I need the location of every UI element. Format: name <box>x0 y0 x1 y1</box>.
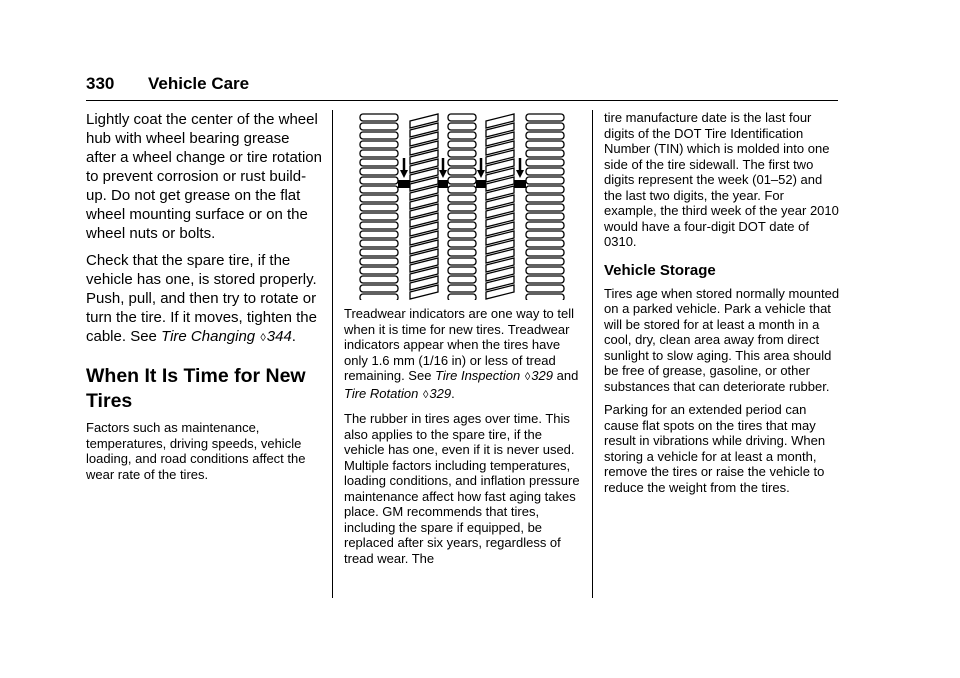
new-tires-heading: When It Is Time for New Tires <box>86 365 306 412</box>
page-ref-icon: ◊ <box>422 388 429 401</box>
tread-block <box>360 123 398 130</box>
page-ref-icon: ◊ <box>524 371 531 383</box>
tire-rotation-link[interactable] <box>344 386 451 401</box>
column-divider <box>592 110 593 598</box>
tread-block <box>448 258 476 265</box>
tread-block <box>526 258 564 265</box>
tread-block <box>448 141 476 148</box>
tread-block <box>448 249 476 256</box>
tread-block <box>360 285 398 292</box>
tread-block <box>448 222 476 229</box>
dot-date-paragraph: tire manufacture date is the last four digits of the DOT Tire Identification Number (TIN) which is molded into one side of the tire sidewall. The first two digits represent the week (01–52) and the last two digits, the year. For example, the third week of the year 2010 would have a four-digit DOT date of 0310. <box>604 110 839 249</box>
tread-block <box>448 240 476 247</box>
tread-block <box>360 159 398 166</box>
tire-aging-paragraph: The rubber in tires ages over time. This also applies to the spare tire, if the vehicle has one, even if it is never used. Multiple factors including temperatures, loading conditions, and inflation pressure maintenance affect how fast aging takes place. GM recommends that tires, including the spare if equipped, be replaced after six years, regardless of tread wear. The <box>344 411 580 566</box>
tread-block <box>448 294 476 300</box>
tread-block <box>526 204 564 211</box>
wheel-hub-paragraph: Lightly coat the center of the wheel hub with wheel bearing grease after a wheel change or tire rotation to prevent corrosion or rust build-up. Do not get grease on the flat wheel mounting surface or on the wheel nuts or bolts. <box>86 111 322 242</box>
vehicle-storage-heading: Vehicle Storage <box>604 261 716 279</box>
section-title: Vehicle Care <box>148 74 250 93</box>
tread-block <box>360 186 398 193</box>
tread-block <box>448 276 476 283</box>
tread-block <box>448 186 476 193</box>
tread-block <box>360 132 398 139</box>
tread-block <box>448 204 476 211</box>
tread-block <box>448 168 476 175</box>
treadwear-text: Treadwear indicators are one way to tell when it is time for new tires. Treadwear indicators appear when the tires have only 1.6 mm (1/16 in) or less of tread remaining. See <box>344 306 575 383</box>
column-divider <box>332 110 333 598</box>
treadwear-indicator-illustration <box>344 110 580 300</box>
tire-inspection-link[interactable] <box>435 368 553 383</box>
column-right <box>604 110 840 503</box>
tread-block <box>448 213 476 220</box>
tire-rotation-page: 329 <box>429 385 452 401</box>
tread-block <box>526 186 564 193</box>
tread-block <box>448 195 476 202</box>
tire-changing-page: 344 <box>266 328 292 345</box>
flat-spots-paragraph: Parking for an extended period can cause flat spots on the tires that may result in vibrations while driving. When storing a vehicle for at least a month, remove the tires or raise the vehicle to reduce the weight from the tires. <box>604 402 826 495</box>
tire-changing-link-text: Tire Changing <box>161 328 256 345</box>
tread-block <box>526 249 564 256</box>
treadwear-indicator-bar <box>514 180 526 188</box>
tread-block <box>448 177 476 184</box>
tread-block <box>360 114 398 121</box>
tire-inspection-link-text: Tire Inspection <box>435 368 521 383</box>
tread-block <box>360 204 398 211</box>
tread-block <box>526 213 564 220</box>
tread-block <box>360 141 398 148</box>
treadwear-indicator-bar <box>476 180 486 188</box>
tread-block <box>360 276 398 283</box>
tread-block <box>526 267 564 274</box>
storage-paragraph: Tires age when stored normally mounted on a parked vehicle. Park a vehicle that will be stored for at least a month in a cool, dry, clean area away from direct sunlight to slow aging. This area should be free of grease, gasoline, or other substances that can deteriorate rubber. <box>604 285 840 394</box>
conjunction-text: and <box>556 368 579 383</box>
page-ref-icon: ◊ <box>260 332 266 344</box>
tread-block <box>526 141 564 148</box>
tread-block <box>526 240 564 247</box>
wear-factors-paragraph: Factors such as maintenance, temperatures, driving speeds, vehicle loading, and road conditions affect the wear rate of the tires. <box>86 420 306 482</box>
tread-block <box>360 258 398 265</box>
tread-block <box>526 123 564 130</box>
indicator-arrow-head <box>516 170 524 178</box>
tread-block <box>360 195 398 202</box>
tread-block <box>448 267 476 274</box>
page-number: 330 <box>86 74 115 93</box>
sentence-end: . <box>291 328 296 345</box>
tread-block <box>448 285 476 292</box>
tread-block <box>448 132 476 139</box>
tread-block <box>526 195 564 202</box>
tread-block <box>448 150 476 157</box>
tread-block <box>360 168 398 175</box>
tread-block <box>360 177 398 184</box>
tread-block <box>360 240 398 247</box>
tread-block <box>360 150 398 157</box>
indicator-arrow-head <box>400 170 408 178</box>
tread-block <box>526 294 564 300</box>
treadwear-indicator-bar <box>438 180 448 188</box>
tread-block <box>526 285 564 292</box>
column-middle <box>344 110 580 574</box>
tread-block <box>360 222 398 229</box>
tread-block <box>526 168 564 175</box>
indicator-arrow-head <box>477 170 485 178</box>
sentence-end: . <box>451 385 455 401</box>
tread-block <box>526 222 564 229</box>
tread-block <box>448 159 476 166</box>
tread-block <box>360 231 398 238</box>
tread-block <box>526 150 564 157</box>
page-header <box>86 70 838 101</box>
tread-block <box>448 123 476 130</box>
tread-block <box>360 294 398 300</box>
treadwear-paragraph <box>344 306 580 403</box>
tread-block <box>526 132 564 139</box>
spare-tire-paragraph <box>86 251 322 348</box>
tread-block <box>448 231 476 238</box>
tread-block <box>526 114 564 121</box>
tread-block <box>448 114 476 121</box>
tread-block <box>360 213 398 220</box>
column-left <box>86 110 322 490</box>
tread-block <box>526 276 564 283</box>
tread-block <box>360 249 398 256</box>
spare-tire-text: Check that the spare tire, if the vehicle has one, is stored properly. Push, pull, and then try to rotate or turn the tire. If it moves, tighten the cable. See <box>86 252 317 345</box>
tread-block <box>526 231 564 238</box>
tread-block <box>526 177 564 184</box>
tire-inspection-page: 329 <box>531 368 553 383</box>
tread-block <box>526 159 564 166</box>
treadwear-indicator-bar <box>398 180 410 188</box>
tread-block <box>360 267 398 274</box>
indicator-arrow-head <box>439 170 447 178</box>
tire-rotation-link-text: Tire Rotation <box>344 385 419 401</box>
tire-changing-link[interactable] <box>161 328 292 345</box>
